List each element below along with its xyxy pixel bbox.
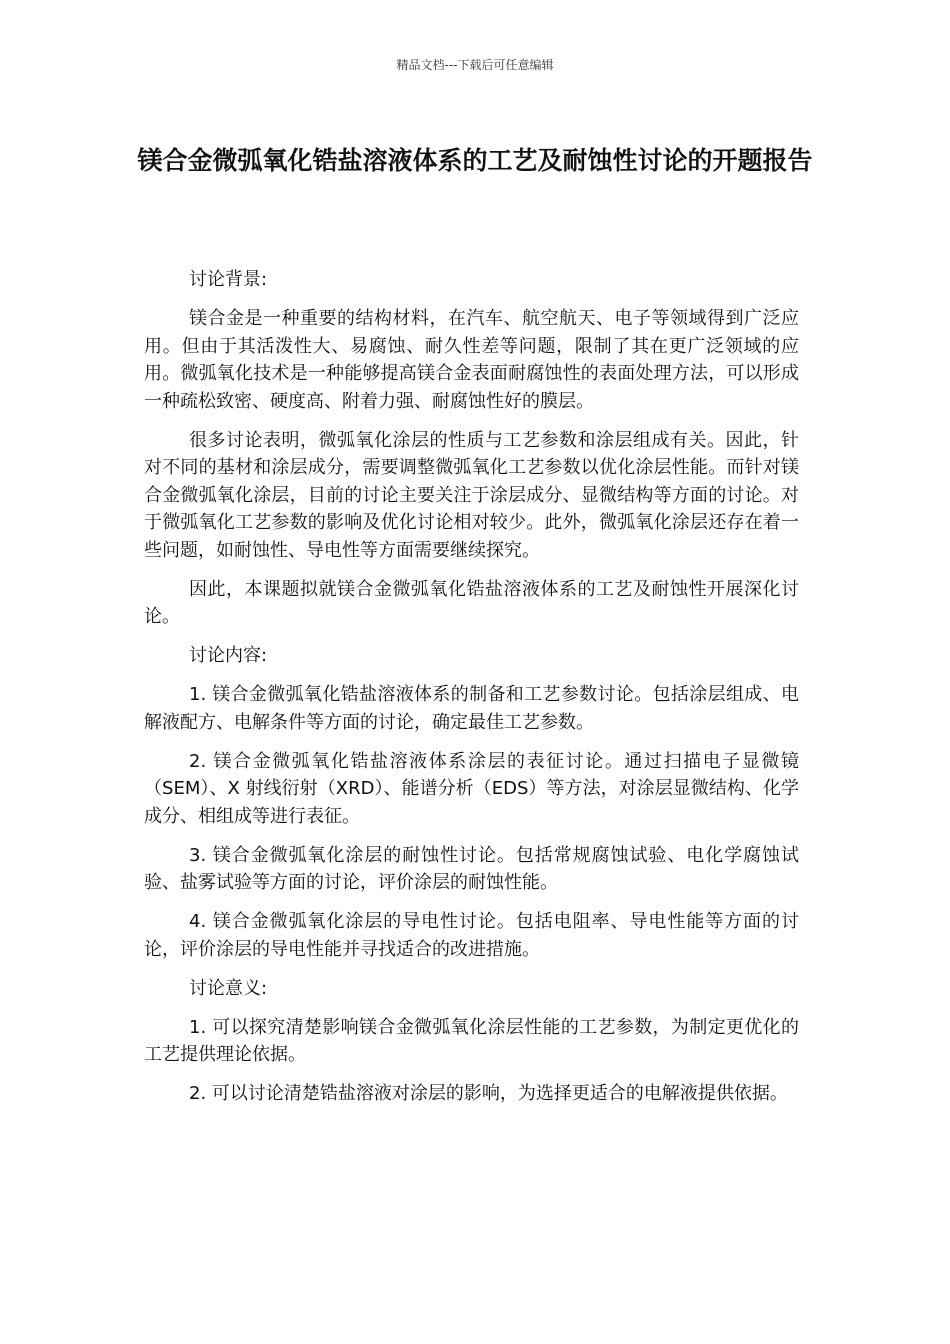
list-item: 2. 镁合金微弧氧化锆盐溶液体系涂层的表征讨论。通过扫描电子显微镜（SEM）、X 射线衍射（XRD）、能谱分析（EDS）等方法，对涂层显微结构、化学成分、相组成等进行表征。 [144,750,799,827]
section-heading-content: 讨论内容: [189,645,268,666]
document-body [144,266,799,1119]
list-item: 3. 镁合金微弧氧化涂层的耐蚀性讨论。包括常规腐蚀试验、电化学腐蚀试验、盐雾试验等方面的讨论，评价涂层的耐蚀性能。 [144,844,799,893]
list-item: 1. 镁合金微弧氧化锆盐溶液体系的制备和工艺参数讨论。包括涂层组成、电解液配方、电解条件等方面的讨论，确定最佳工艺参数。 [144,684,799,733]
paragraph: 镁合金是一种重要的结构材料，在汽车、航空航天、电子等领域得到广泛应用。但由于其活泼性大、易腐蚀、耐久性差等问题，限制了其在更广泛领域的应用。微弧氧化技术是一种能够提高镁合金表面耐腐蚀性的表面处理方法，可以形成一种疏松致密、硬度高、附着力强、耐腐蚀性好的膜层。 [144,308,799,412]
paragraph: 很多讨论表明，微弧氧化涂层的性质与工艺参数和涂层组成有关。因此，针对不同的基材和涂层成分，需要调整微弧氧化工艺参数以优化涂层性能。而针对镁合金微弧氧化涂层，目前的讨论主要关注于涂层成分、显微结构等方面的讨论。对于微弧氧化工艺参数的影响及优化讨论相对较少。此外，微弧氧化涂层还存在着一些问题，如耐蚀性、导电性等方面需要继续探究。 [144,429,799,561]
section-heading-significance: 讨论意义: [189,977,268,999]
list-item: 1. 可以探究清楚影响镁合金微弧氧化涂层性能的工艺参数，为制定更优化的工艺提供理论依据。 [144,1016,799,1065]
header-note: 精品文档---下载后可任意编辑 [396,58,554,72]
list-item: 4. 镁合金微弧氧化涂层的导电性讨论。包括电阻率、导电性能等方面的讨论，评价涂层的导电性能并寻找适合的改进措施。 [144,911,799,960]
section-heading-background: 讨论背景: [189,269,268,290]
document-title: 镁合金微弧氧化锆盐溶液体系的工艺及耐蚀性讨论的开题报告 [137,146,813,175]
list-item: 2. 可以讨论清楚锆盐溶液对涂层的影响，为选择更适合的电解液提供依据。 [189,1083,788,1104]
paragraph: 因此，本课题拟就镁合金微弧氧化锆盐溶液体系的工艺及耐蚀性开展深化讨论。 [144,578,799,627]
